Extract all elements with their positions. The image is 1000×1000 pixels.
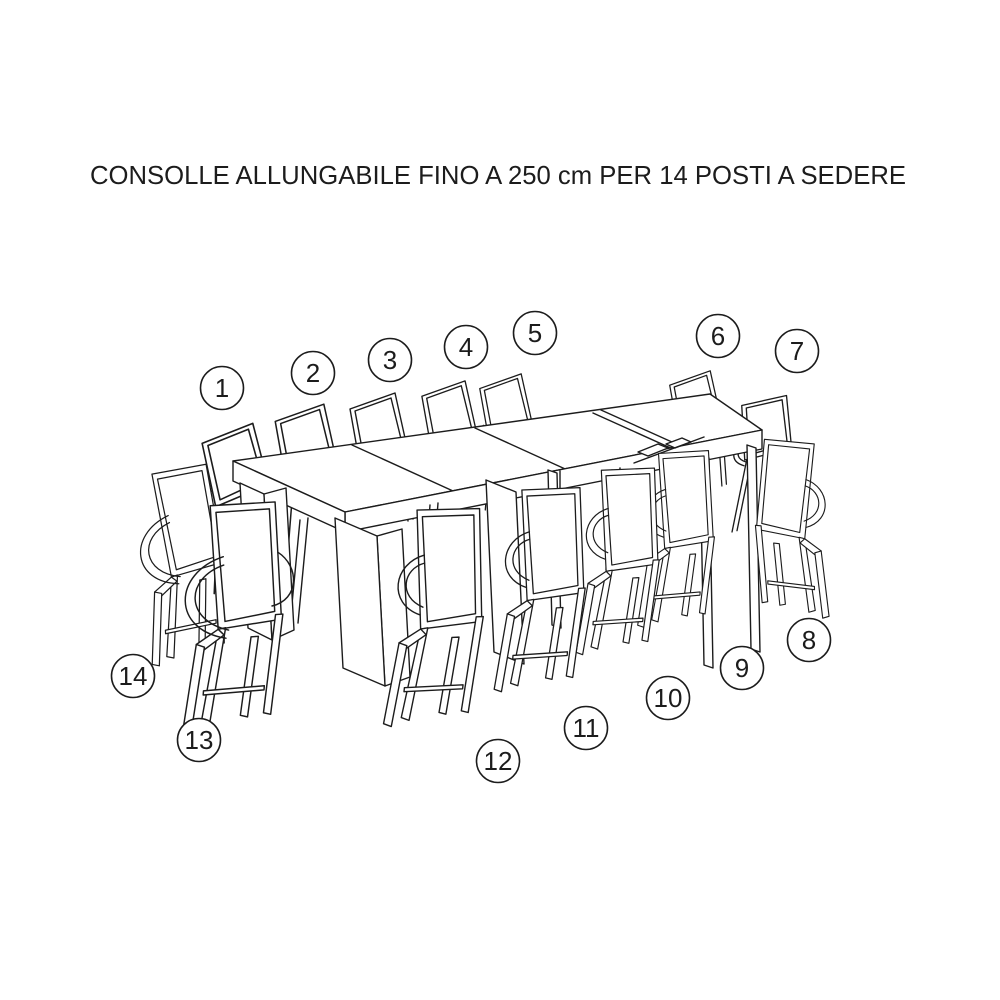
callout-14-number: 14 <box>118 661 148 691</box>
callout-8-number: 8 <box>801 625 817 655</box>
callout-6 <box>697 315 740 358</box>
chair-10 <box>576 463 667 661</box>
callout-14 <box>112 655 155 698</box>
callout-6-number: 6 <box>710 321 726 351</box>
callout-13-number: 13 <box>184 725 214 755</box>
diagram-title: CONSOLLE ALLUNGABILE FINO A 250 cm PER 14 POSTI A SEDERE <box>90 160 906 190</box>
callout-8 <box>788 619 831 662</box>
callout-9-number: 9 <box>734 653 750 683</box>
callout-4 <box>445 326 488 369</box>
callout-2-number: 2 <box>305 358 321 388</box>
table-center-panel-leg <box>335 518 385 686</box>
callout-13 <box>178 719 221 762</box>
callout-1 <box>201 367 244 410</box>
callout-5 <box>514 312 557 355</box>
callout-7 <box>776 330 819 373</box>
callout-7-number: 7 <box>789 336 805 366</box>
callout-4-number: 4 <box>458 332 474 362</box>
callout-1-number: 1 <box>214 373 230 403</box>
chair-8 <box>752 437 829 620</box>
callout-11 <box>565 707 608 750</box>
callout-11-number: 11 <box>572 713 600 743</box>
callout-12 <box>477 740 520 783</box>
callout-9 <box>721 647 764 690</box>
callout-10-number: 10 <box>653 683 683 713</box>
callout-5-number: 5 <box>527 318 543 348</box>
callout-12-number: 12 <box>483 746 513 776</box>
callout-3-number: 3 <box>382 345 398 375</box>
callout-2 <box>292 352 335 395</box>
callout-3 <box>369 339 412 382</box>
callout-10 <box>647 677 690 720</box>
